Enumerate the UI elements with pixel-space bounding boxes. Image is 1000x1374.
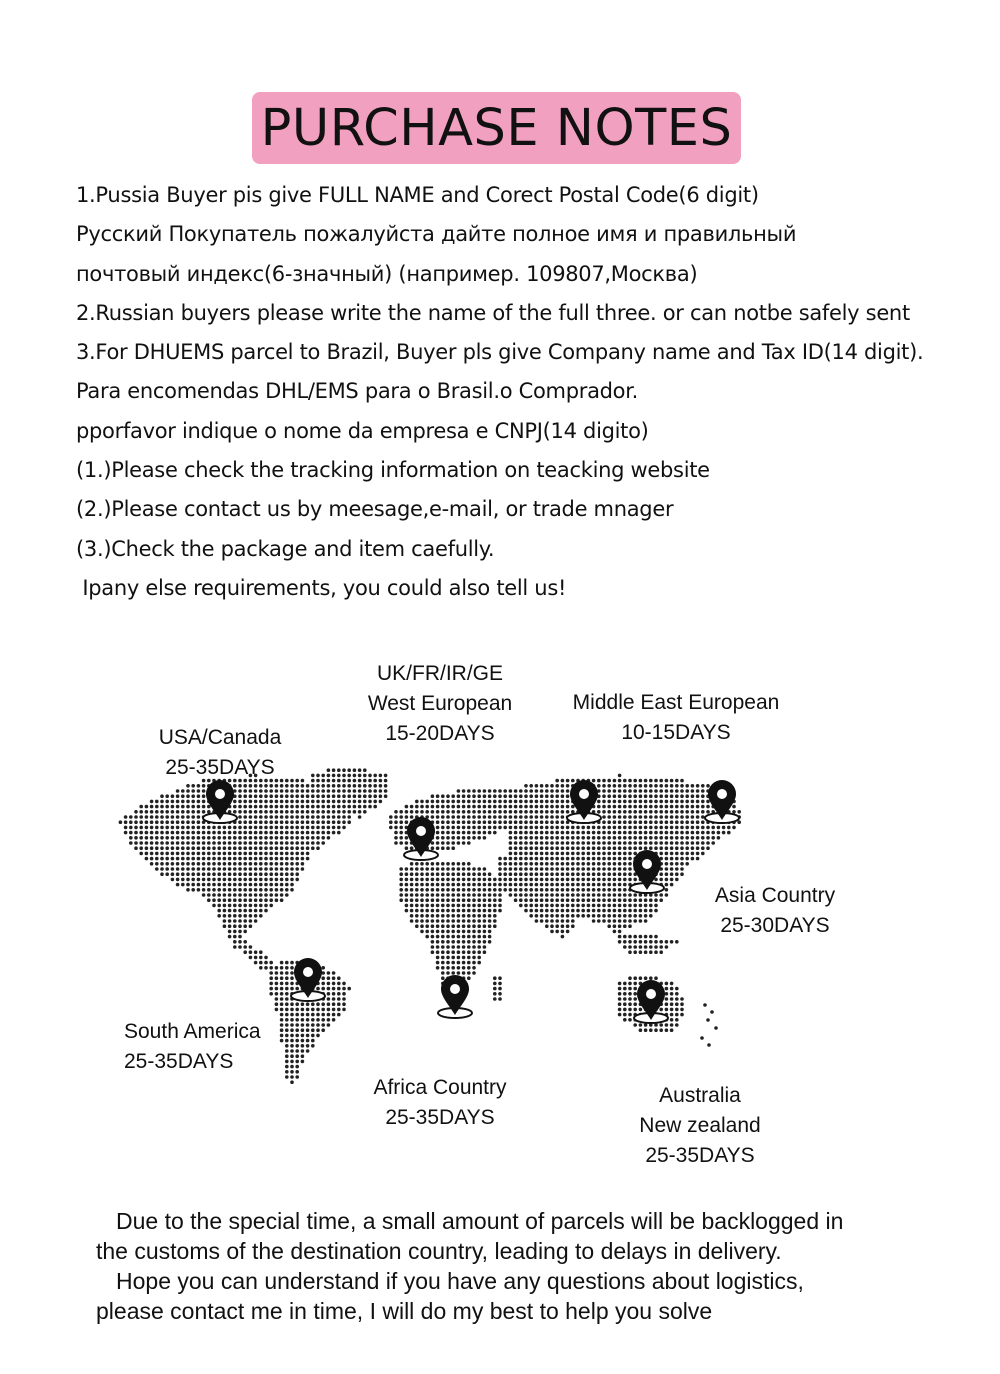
note-line: pporfavor indique o nome da empresa e CNPJ(14 digito): [76, 418, 649, 443]
footer-line: Due to the special time, a small amount of parcels will be backlogged in: [116, 1208, 844, 1234]
footer-line: Hope you can understand if you have any questions about logistics,: [116, 1268, 804, 1294]
region-name: Australia: [659, 1084, 741, 1107]
region-middle-east: [560, 688, 792, 748]
title-banner: [252, 92, 741, 164]
region-name: USA/Canada: [158, 726, 282, 749]
region-days: 25-30DAYS: [720, 914, 830, 937]
footer-line: the customs of the destination country, leading to delays in delivery.: [96, 1238, 782, 1264]
note-line: (2.)Please contact us by meesage,e-mail, or trade mnager: [76, 497, 674, 522]
region-usa-canada: [145, 723, 295, 783]
note-line: 3.For DHUEMS parcel to Brazil, Buyer pls give Company name and Tax ID(14 digit).: [76, 340, 924, 365]
region-days: 15-20DAYS: [385, 722, 495, 745]
shipping-map: [0, 640, 1000, 1200]
location-pin-icon: [630, 850, 664, 893]
note-line: Ipany else requirements, you could also tell us!: [76, 575, 567, 600]
region-days: 25-35DAYS: [124, 1050, 234, 1073]
note-line: 2.Russian buyers please write the name of the full three. or can notbe safely sent: [76, 300, 910, 325]
region-days: 25-35DAYS: [385, 1106, 495, 1129]
footer-line: please contact me in time, I will do my best to help you solve: [96, 1298, 713, 1324]
note-line: (1.)Please check the tracking information on teacking website: [76, 458, 710, 483]
region-australia: [625, 1081, 775, 1171]
region-name: Asia Country: [714, 884, 836, 907]
region-name: South America: [124, 1020, 261, 1043]
location-pin-icon: [291, 958, 325, 1001]
location-pin-icon: [438, 975, 472, 1018]
page-title: PURCHASE NOTES: [260, 98, 733, 158]
region-days: 25-35DAYS: [645, 1144, 755, 1167]
location-pin-icon: [705, 780, 739, 823]
region-africa: [360, 1073, 520, 1133]
notes-list: [76, 176, 976, 608]
note-line: Para encomendas DHL/EMS para o Brasil.o Comprador.: [76, 379, 638, 404]
location-pin-icon: [634, 980, 668, 1023]
region-subname: New zealand: [639, 1114, 761, 1137]
region-days: 10-15DAYS: [621, 721, 731, 744]
footer-notice: [96, 1206, 976, 1326]
note-line: (3.)Check the package and item caefully.: [76, 536, 495, 561]
note-line: Русский Покупатель пожалуйста дайте полное имя и правильный: [76, 222, 797, 247]
region-name: Africa Country: [373, 1076, 507, 1099]
note-line: 1.Pussia Buyer pis give FULL NAME and Corect Postal Code(6 digit): [76, 183, 759, 207]
region-south-america: [124, 1017, 261, 1077]
note-line: почтовый индекс(6-значный) (например. 109807,Москва): [76, 261, 698, 286]
region-name: Middle East European: [572, 691, 780, 714]
region-name: UK/FR/IR/GE: [376, 662, 503, 685]
region-asia: [700, 881, 850, 941]
region-days: 25-35DAYS: [165, 756, 275, 779]
region-west-europe: [345, 659, 535, 749]
region-subname: West European: [367, 692, 513, 715]
